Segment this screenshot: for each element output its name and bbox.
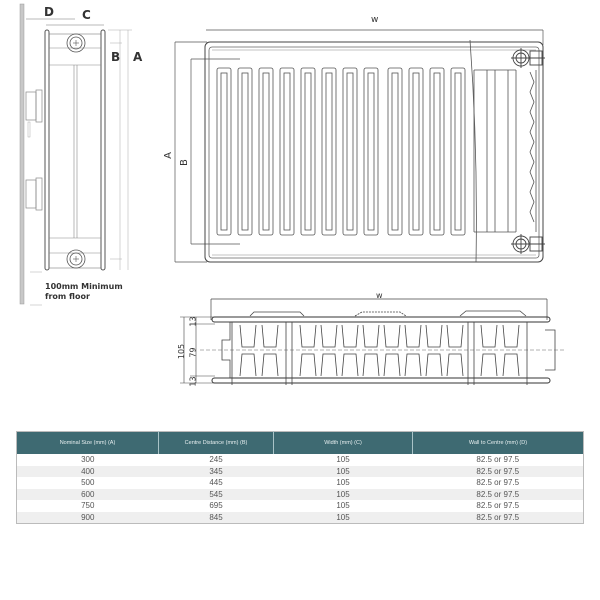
cell-width: 105	[274, 466, 413, 478]
cell-wall-to-centre: 82.5 or 97.5	[413, 500, 584, 512]
dimension-a-label-front: A	[162, 152, 174, 159]
cell-wall-to-centre: 82.5 or 97.5	[413, 477, 584, 489]
dimension-a-label: A	[133, 50, 143, 64]
table-row	[17, 512, 584, 524]
cell-wall-to-centre: 82.5 or 97.5	[413, 454, 584, 466]
top-view-w-label: w	[376, 291, 383, 300]
header-nominal-size: Nominal Size (mm) (A)	[17, 432, 159, 455]
cell-wall-to-centre: 82.5 or 97.5	[413, 466, 584, 478]
cell-centre-distance: 245	[159, 454, 274, 466]
cell-centre-distance: 695	[159, 500, 274, 512]
cell-wall-to-centre: 82.5 or 97.5	[413, 489, 584, 501]
bottom-panel-depth-label: 13	[188, 376, 198, 387]
cell-width: 105	[274, 512, 413, 524]
cell-nominal-size: 500	[17, 477, 159, 489]
cell-centre-distance: 345	[159, 466, 274, 478]
top-panel-depth-label: 13	[188, 316, 198, 327]
table-row	[17, 500, 584, 512]
cell-centre-distance: 545	[159, 489, 274, 501]
cell-centre-distance: 445	[159, 477, 274, 489]
table-row	[17, 489, 584, 501]
cell-wall-to-centre: 82.5 or 97.5	[413, 512, 584, 524]
side-view-drawing	[0, 0, 160, 320]
table-header-row	[17, 432, 584, 455]
floor-clearance-note	[45, 282, 123, 302]
cutaway-section	[470, 40, 536, 262]
table-row	[17, 466, 584, 478]
table-row	[17, 454, 584, 466]
table-row	[17, 477, 584, 489]
floor-note-line1: 100mm Minimum	[45, 282, 123, 291]
overall-depth-label: 105	[177, 343, 187, 360]
cell-nominal-size: 600	[17, 489, 159, 501]
cell-width: 105	[274, 500, 413, 512]
header-centre-distance: Centre Distance (mm) (B)	[159, 432, 274, 455]
fin-profiles	[240, 325, 519, 376]
header-width: Width (mm) (C)	[274, 432, 413, 455]
cell-nominal-size: 300	[17, 454, 159, 466]
dimension-d-label: D	[44, 5, 54, 19]
front-view-diagram	[160, 0, 600, 280]
cell-nominal-size: 750	[17, 500, 159, 512]
cell-width: 105	[274, 477, 413, 489]
cell-width: 105	[274, 454, 413, 466]
middle-depth-label: 79	[188, 347, 198, 358]
cell-width: 105	[274, 489, 413, 501]
side-view-diagram	[0, 0, 160, 320]
top-view-diagram	[170, 285, 570, 395]
cell-centre-distance: 845	[159, 512, 274, 524]
cell-nominal-size: 900	[17, 512, 159, 524]
dimension-c-label: C	[82, 8, 91, 22]
dimension-b-label-front: B	[178, 159, 190, 166]
convector-fins	[217, 68, 465, 235]
floor-note-line2: from floor	[45, 292, 90, 301]
dimension-b-label: B	[111, 50, 121, 64]
cell-nominal-size: 400	[17, 466, 159, 478]
dimensions-table	[16, 431, 584, 524]
top-view-drawing	[170, 285, 570, 395]
header-wall-to-centre: Wall to Centre (mm) (D)	[413, 432, 584, 455]
dimension-w-label: w	[371, 15, 379, 25]
front-view-drawing	[160, 0, 600, 280]
